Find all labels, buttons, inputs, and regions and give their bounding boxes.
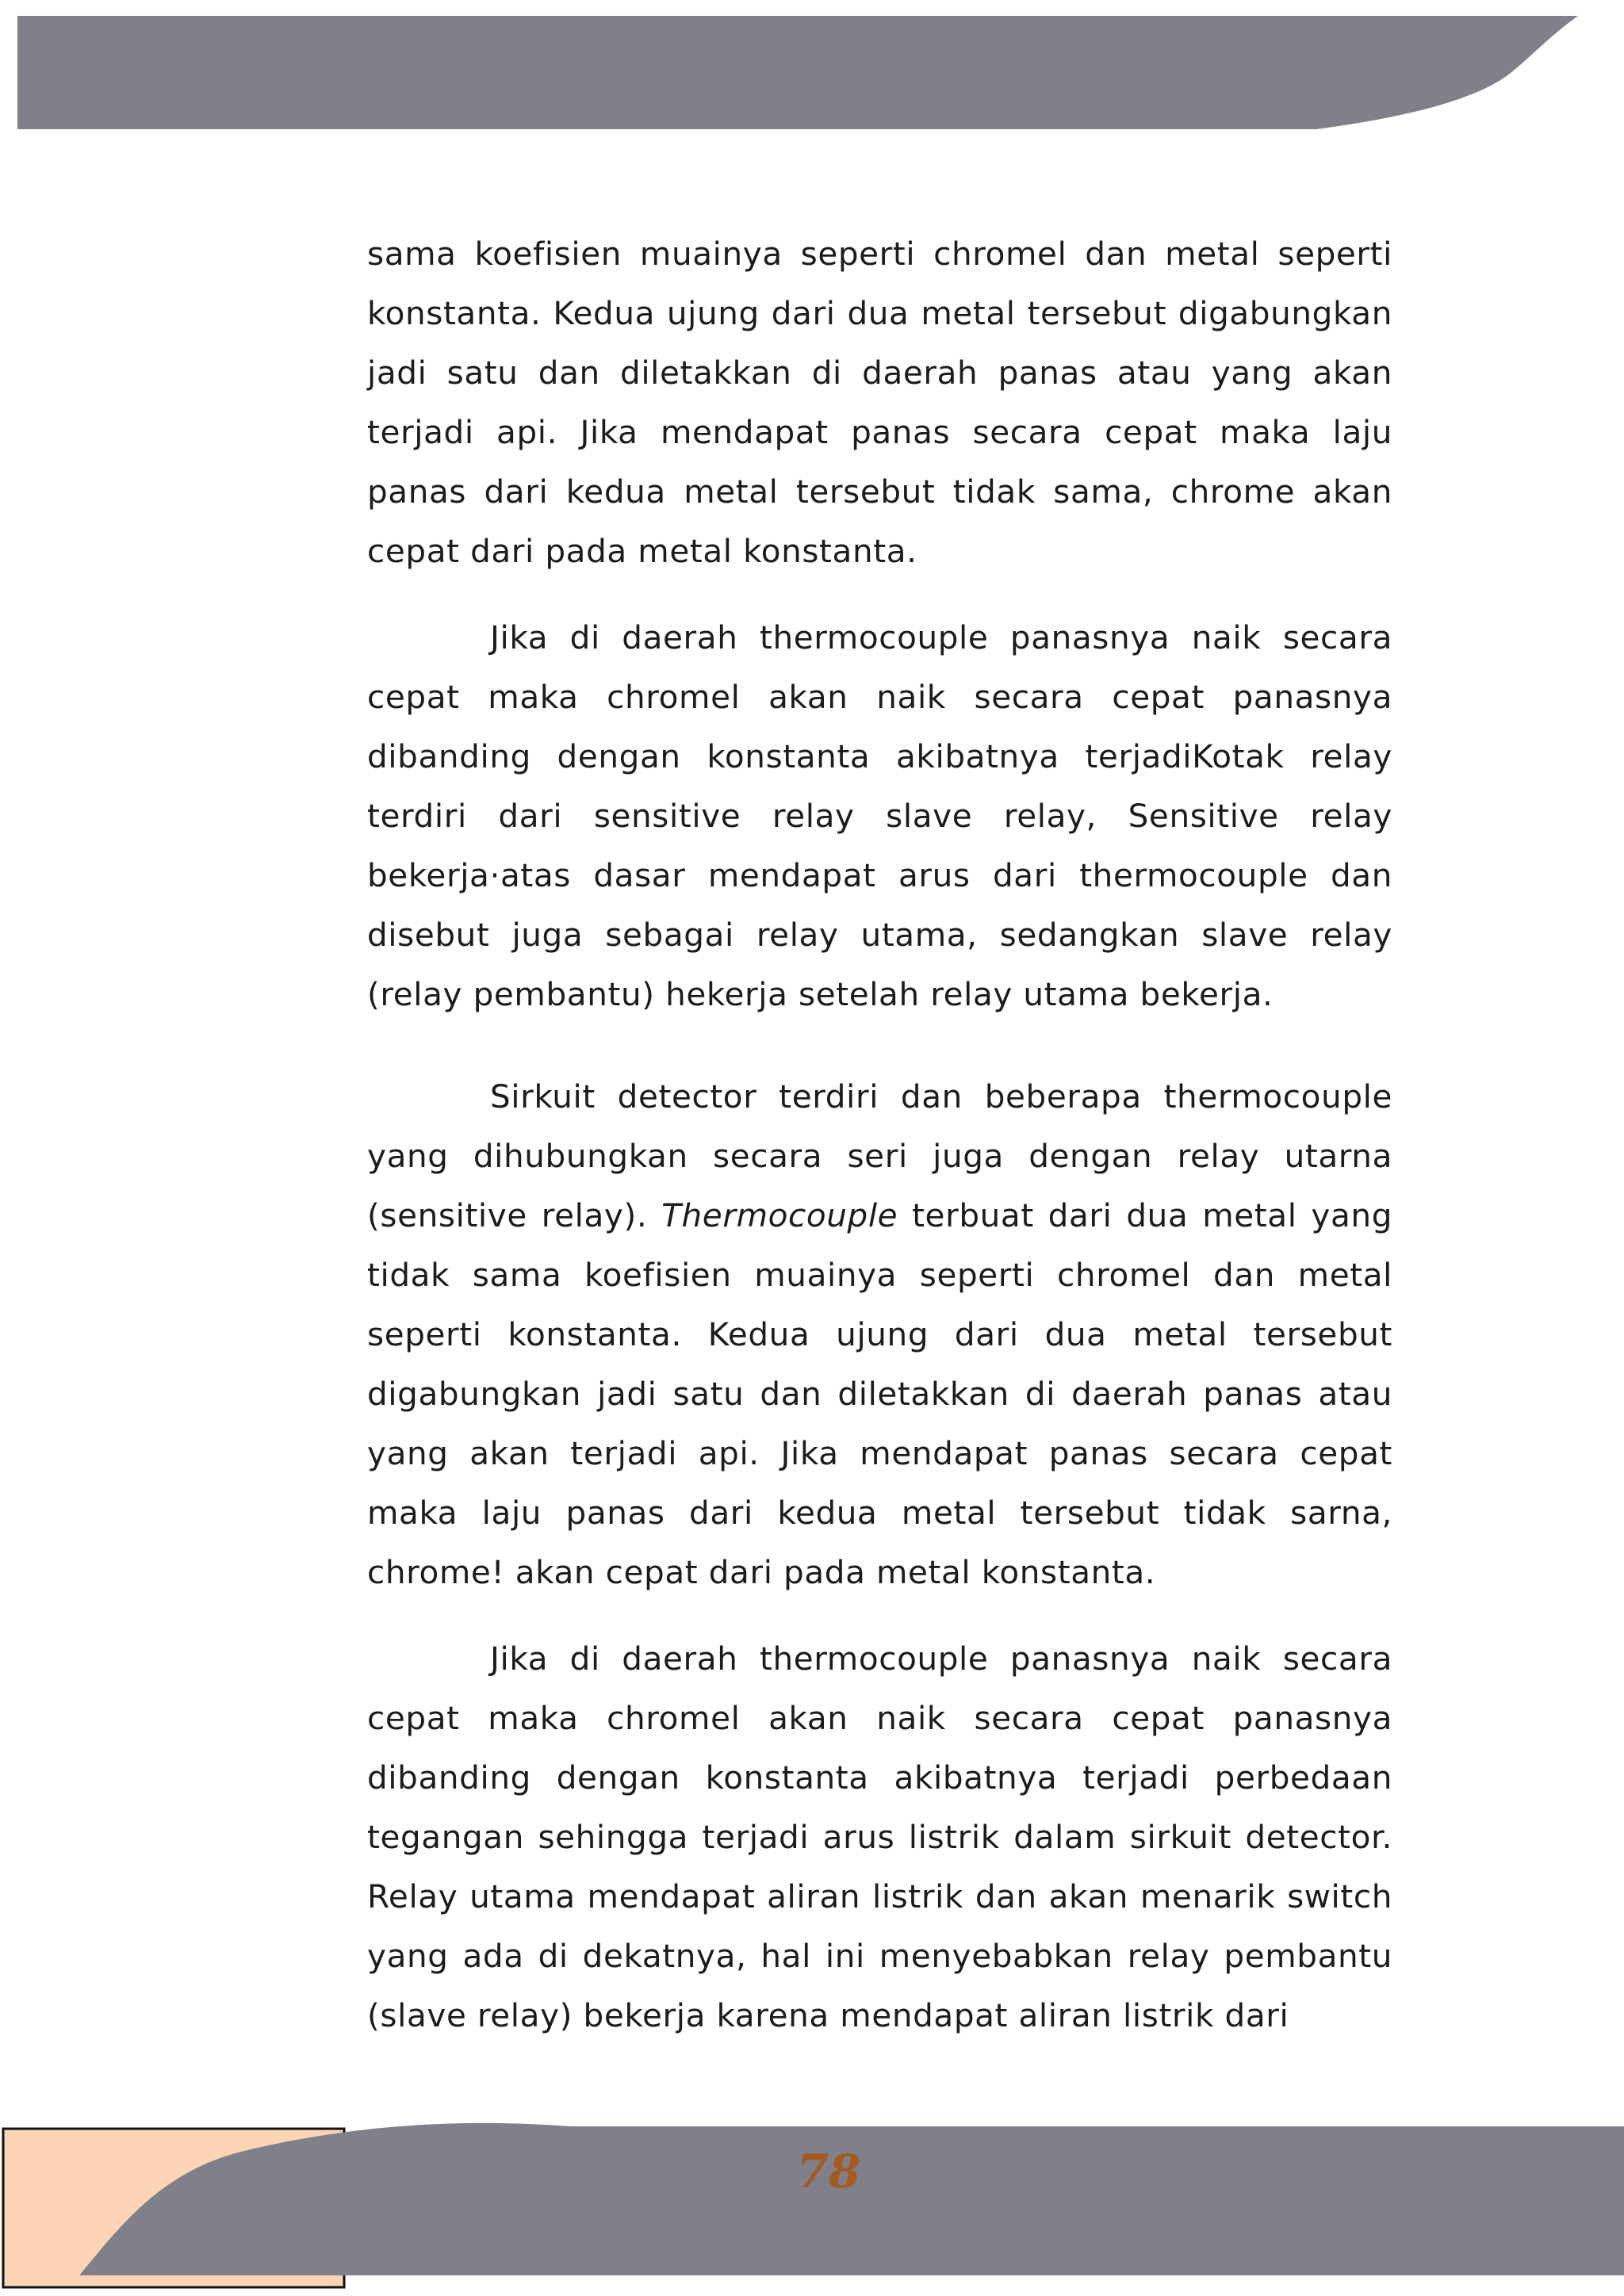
paragraph-3-text-b: terbuat dari dua metal yang tidak sama koefisien muainya seperti chromel dan metal seperti konstanta. Kedua ujung dari dua metal tersebut digabungkan jadi satu dan diletakkan di daerah panas atau yang akan terjadi api. Jika mendapat panas secara cepat maka laju panas dari kedua metal tersebut tidak sarna, chrome! akan cepat dari pada metal konstanta. (367, 1196, 1392, 1591)
paragraph-3-text-a: Sirkuit detector terdiri dan beberapa thermocouple yang dihubungkan secara seri juga dengan relay utarna (sensitive relay). (367, 1077, 1392, 1234)
page-body (367, 224, 1392, 2045)
paragraph-1: sama koefisien muainya seperti chromel dan metal seperti konstanta. Kedua ujung dari dua metal tersebut digabungkan jadi satu dan diletakkan di daerah panas atau yang akan terjadi api. Jika mendapat panas secara cepat maka laju panas dari kedua metal tersebut tidak sama, chrome akan cepat dari pada metal konstanta. (367, 235, 1392, 570)
paragraph-2: Jika di daerah thermocouple panasnya naik secara cepat maka chromel akan naik secara cepat panasnya dibanding dengan konstanta akibatnya terjadiKotak relay terdiri dari sensitive relay slave relay, Sensitive relay bekerja·atas dasar mendapat arus dari thermocouple dan disebut juga sebagai relay utama, sedangkan slave relay (relay pembantu) hekerja setelah relay utama bekerja. (367, 618, 1392, 1013)
paragraph-3 (367, 1067, 1392, 1602)
page-number: 78 (796, 2145, 861, 2198)
paragraph-4: Jika di daerah thermocouple panasnya naik secara cepat maka chromel akan naik secara cepat panasnya dibanding dengan konstanta akibatnya terjadi perbedaan tegangan sehingga terjadi arus listrik dalam sirkuit detector. Relay utama mendapat aliran listrik dan akan menarik switch yang ada di dekatnya, hal ini menyebabkan relay pembantu (slave relay) bekerja karena mendapat aliran listrik dari (367, 1640, 1392, 2034)
footer-banner (0, 2109, 1624, 2296)
header-band-shape (17, 16, 1578, 129)
header-banner (0, 0, 1624, 143)
paragraph-3-italic-term: Thermocouple (661, 1196, 898, 1234)
